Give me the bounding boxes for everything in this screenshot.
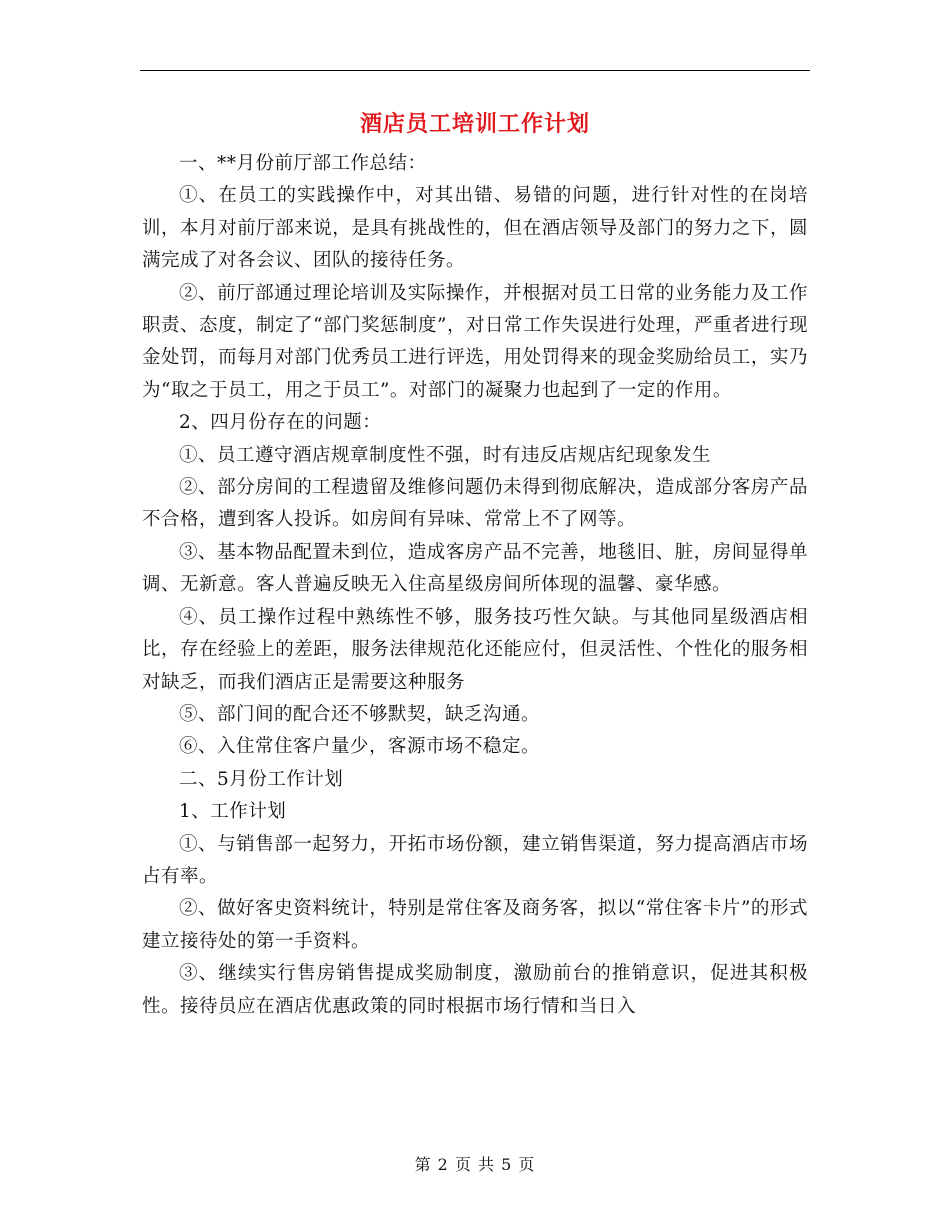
- paragraph: ③、继续实行售房销售提成奖励制度，激励前台的推销意识，促进其积极性。接待员应在酒店优惠政策的同时根据市场行情和当日入: [142, 963, 808, 1017]
- document-body: [142, 148, 808, 1023]
- paragraph-section-heading: 二、5月份工作计划: [179, 768, 344, 790]
- paragraph: ②、前厅部通过理论培训及实际操作，并根据对员工日常的业务能力及工作职责、态度，制定了“部门奖惩制度”，对日常工作失误进行处理，严重者进行现金处罚，而每月对部门优秀员工进行评选，用处罚得来的现金奖励给员工，实乃为“取之于员工，用之于员工”。对部门的凝聚力也起到了一定的作用。: [142, 282, 808, 401]
- paragraph-subheading: 2、四月份存在的问题：: [179, 412, 382, 434]
- paragraph: ①、在员工的实践操作中，对其出错、易错的问题，进行针对性的在岗培训，本月对前厅部来说，是具有挑战性的，但在酒店领导及部门的努力之下，圆满完成了对各会议、团队的接待任务。: [142, 185, 808, 272]
- paragraph-subheading: 1、工作计划: [179, 801, 287, 823]
- paragraph: ①、与销售部一起努力，开拓市场份额，建立销售渠道，努力提高酒店市场占有率。: [142, 833, 808, 887]
- paragraph-section-heading: 一、**月份前厅部工作总结：: [179, 153, 427, 174]
- paragraph: ⑤、部门间的配合还不够默契，缺乏沟通。: [179, 703, 541, 725]
- paragraph: ⑥、入住常住客户量少，客源市场不稳定。: [179, 736, 541, 758]
- paragraph: ④、员工操作过程中熟练性不够，服务技巧性欠缺。与其他同星级酒店相比，存在经验上的差距，服务法律规范化还能应付，但灵活性、个性化的服务相对缺乏，而我们酒店正是需要这种服务: [142, 606, 808, 693]
- document-title: 酒店员工培训工作计划: [359, 111, 590, 137]
- header-rule: [140, 70, 810, 71]
- paragraph: ①、员工遵守酒店规章制度性不强，时有违反店规店纪现象发生: [179, 444, 712, 466]
- page-footer: 第 2 页 共 5 页: [414, 1155, 536, 1174]
- paragraph: ③、基本物品配置未到位，造成客房产品不完善，地毯旧、脏，房间显得单调、无新意。客人普遍反映无入住高星级房间所体现的温馨、豪华感。: [142, 541, 808, 596]
- paragraph: ②、做好客史资料统计，特别是常住客及商务客，拟以“常住客卡片”的形式建立接待处的第一手资料。: [142, 898, 808, 952]
- paragraph: ②、部分房间的工程遗留及维修问题仍未得到彻底解决，造成部分客房产品不合格，遭到客人投诉。如房间有异味、常常上不了网等。: [142, 477, 808, 531]
